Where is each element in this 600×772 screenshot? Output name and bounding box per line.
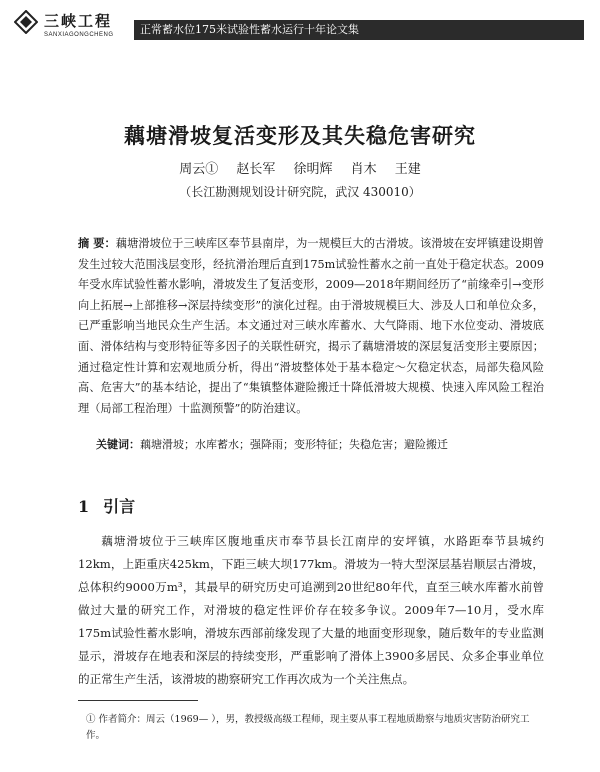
footnote-mark: ①: [86, 714, 96, 725]
abstract-label: 摘 要：: [78, 236, 116, 250]
affiliation: （长江勘测规划设计研究院，武汉 430010）: [179, 185, 421, 199]
footnote: [86, 712, 546, 744]
section-heading: [78, 494, 135, 517]
keywords-text: 藕塘滑坡；水库蓄水；强降雨；变形特征；失稳危害；避险搬迁: [140, 438, 448, 451]
logo-diamond-icon: [14, 10, 38, 34]
page-header: [12, 8, 580, 48]
footnote-text: 作者简介：周云（1969— ），男，教授级高级工程师，现主要从事工程地质勘察与地质灾害防治研究工作。: [86, 714, 530, 741]
keywords: [96, 436, 546, 452]
footnote-divider: [78, 700, 198, 701]
intro-paragraph: 藕塘滑坡位于三峡库区腹地重庆市奉节县长江南岸的安坪镇，水路距奉节县城约12km，上距重庆425km，下距三峡大坝177km。滑坡为一特大型深层基岩顺层古滑坡，总体积约9000万m³，其最早的研究历史可追溯到20世纪80年代，直至三峡水库蓄水前曾做过大量的研究工作，对滑坡的稳定性评价存在较多争议。2009年7—10月，受水库175m试验性蓄水影响，滑坡东西部前缘发现了大量的地面变形现象，随后数年的专业监测显示，滑坡存在地表和深层的持续变形，严重影响了滑体上3900多居民、众多企事业单位的正常生产生活，该滑坡的勘察研究工作再次成为一个关注焦点。: [78, 534, 544, 686]
paper-title: 藕塘滑坡复活变形及其失稳危害研究: [124, 123, 476, 148]
authors: 周云① 赵长军 徐明辉 肖木 王建: [179, 162, 421, 177]
series-title-bar: 正常蓄水位175米试验性蓄水运行十年论文集: [134, 20, 584, 40]
logo-text: 三峡工程: [44, 12, 113, 30]
abstract: [78, 233, 544, 419]
section-title: 引言: [103, 497, 136, 516]
abstract-text: 藕塘滑坡位于三峡库区奉节县南岸，为一规模巨大的古滑坡。该滑坡在安坪镇建设期曾发生过较大范围浅层变形，经抗滑治理后直到175m试验性蓄水之前一直处于稳定状态。2009年受水库试验性蓄水影响，滑坡发生了复活变形，2009—2018年期间经历了“前缘牵引→变形向上拓展→上部推移→深层持续变形”的演化过程。由于滑坡规模巨大、涉及人口和单位众多，已严重影响当地民众生产生活。本文通过对三峡水库蓄水、大气降雨、地下水位变动、滑坡底面、滑体结构与变形特征等多因子的关联性研究，揭示了藕塘滑坡的深层复活变形主要原因；通过稳定性计算和宏观地质分析，得出“滑坡整体处于基本稳定～欠稳定状态，局部失稳风险高、危害大”的基本结论，提出了“集镇整体避险搬迁十降低滑坡大规模、快速入库风险工程治理（局部工程治理）十监测预警”的防治建议。: [78, 237, 544, 415]
section-number: 1: [78, 497, 90, 516]
keywords-label: 关键词：: [96, 438, 140, 451]
logo-subtitle: SANXIAGONGCHENG: [44, 32, 114, 38]
